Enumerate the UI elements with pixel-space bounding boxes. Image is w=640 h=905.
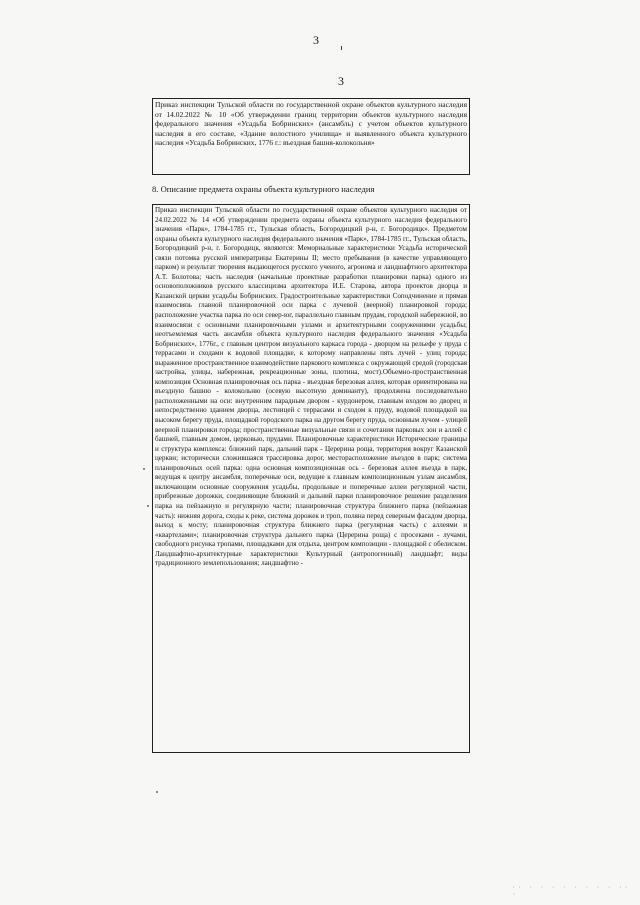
scan-noise: ·· · · · · · · · · ·· · <box>512 884 630 898</box>
scan-speck <box>156 791 158 793</box>
order-protection-text: Приказ инспекции Тульской области по государственной охране объектов культурного наследия от 24.02.2022 № 14 «Об утверждении предмета охраны объекта культурного наследия федерального значения «Парк», 1784-1785 гг., Тульская область, Богородицкий р-н, г. Богородицк». Предметом охраны объекта культурного наследия федерального значения «Парк», 1784-1785 гг., Тульская область, Богородицкий р-н, г. Богородицк, являются: Мемориальные характеристики Усадьба исторической связи потомка русской императрицы Екатерины II; место пребывания (в качестве управляющего парком) и результат творения выдающегося русского ученого, агронома и ландшафтного архитектора А.Т. Болотова; часть наследия (начальные проектные разработки планировки парка) одного из основоположников русского классицизма архитектора И.Е. Старова, автора проектов дворца и Казанской церкви усадьбы Бобринских. Градостроительные характеристики Соподчинение и прямая взаимосвязь главной планировочной оси парка с лучевой (веерной) планировкой города; расположение участка парка по оси север-юг, параллельно главным прудам, городской набережной, во взаимосвязи с основными планировочными узлами и архитектурными сооружениями усадьбы; неотъемлемая часть ансамбля объекта культурного наследия федерального значения «Усадьба Бобринских», 1776г., с главным центром визуального каркаса города - дворцом на рельефе у пруда с террасами и сходами к водовой площадке, к которому направлены пять лучей - улиц города; выраженное пространственное взаимодействие паркового комплекса с окружающей средой (городская застройка, улицы, набережная, рекреационные зоны, плотина, мост).Объемно-пространственная композиция Основная планировочная ось парка - въездная березовая аллея, которая ориентирована на въездную башню - колокольню (осевую высотную доминанту), продолжена последовательно расположенными на оси: внутренним парадным двором - курдонером, главным входом во дворец и непосредственно зданием дворца, лестницей с террасами и сходом к пруду, водовой площадкой на высоком берегу пруда, площадкой городского парка на другом берегу пруда, основным лучом - улицей веерной планировки города; пространственные визуальные связи и сочетания парковых зон и аллей с башней, главным домом, церковью, прудами. Планировочные характеристики Исторические границы и структура комплекса: ближний парк, дальний парк - Церерина роща, территория вокруг Казанской церкви; исторически сложившаяся трассировка дорог, месторасположение въездов в парк; система планировочных осей парка: одна основная композиционная ось - березовая аллея въезда в парк, ведущая к центру ансамбля, поперечные оси, ведущие к главным композиционным узлам ансамбля, включающим основные сооружения усадьбы, продольные и поперечные аллеи регулярной части, прибрежные дорожки, соединяющие ближний и дальний парки планировочное решение разделения парка на пейзажную и регулярную части; планировочная структура ближнего парка (пейзажная часть): нижняя дорога, сходы к реке, система дорожек и троп, поляна перед северным фасадом дворца, выход к мосту; планировочная структура ближнего парка (регулярная часть) с аллеями и «квартелами»; планировочная структура дальнего парка (Церерина роща) с просеками - лучами, свободного рисунка тропами, площадками для отдыха, центром композиции - площадкой с обелиском. Ландшафтно-архитектурные характеристики Культурный (антропогенный) ландшафт; виды традиционного землепользования; ландшафтно - <box>155 206 467 568</box>
scan-mark <box>341 46 342 50</box>
order-box-protection-subject <box>152 204 470 753</box>
order-boundaries-text: Приказ инспекции Тульской области по государственной охране объектов культурного наследия от 14.02.2022 № 10 «Об утверждении границ территории объектов культурного наследия федерального значения «Усадьба Бобринских» (ансамбль) с учетом объектов культурного наследия в его составе, «Здание волостного училища» и выявленного объекта культурного наследия «Усадьба Бобринских, 1776 г.: въездная башня-колокольня» <box>155 100 467 148</box>
page-number-top: 3 <box>313 33 319 47</box>
page-number-inner: 3 <box>338 74 344 88</box>
scan-speck <box>147 505 149 507</box>
section-heading: 8. Описание предмета охраны объекта культурного наследия <box>152 184 375 194</box>
scan-speck <box>143 468 145 470</box>
order-box-boundaries <box>152 98 470 175</box>
